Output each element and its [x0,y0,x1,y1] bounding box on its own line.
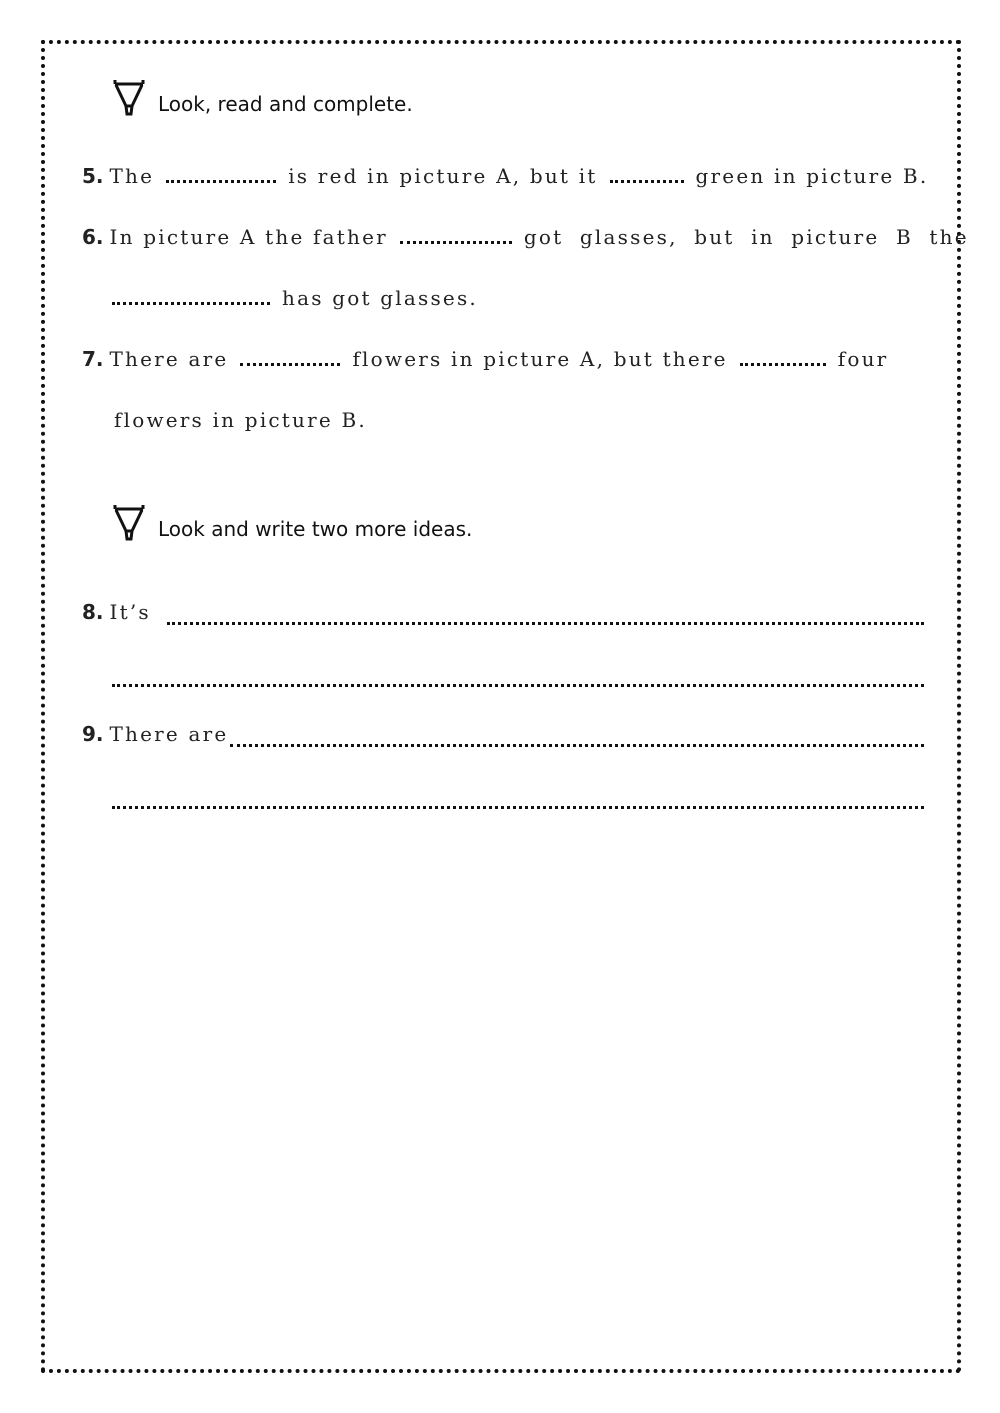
section-title: Look and write two more ideas. [158,517,473,541]
question-5 [82,161,952,191]
answer-blank[interactable] [610,178,684,183]
question-6-continued [112,283,982,313]
question-text: There are [109,347,229,371]
question-text: green in picture B. [695,164,929,188]
section-header-complete [112,78,413,118]
section-title: Look, read and complete. [158,92,413,116]
answer-blank[interactable] [166,178,276,183]
question-text: four [837,347,889,371]
question-7 [82,344,952,374]
answer-line[interactable] [230,742,924,747]
question-text: In picture A the father [109,225,388,249]
section-header-write-ideas [112,503,472,543]
question-number: 5. [82,164,104,188]
pen-nib-icon [112,505,146,543]
question-text: There are [109,722,229,746]
question-text: The [109,164,155,188]
question-text: has got glasses. [282,286,478,310]
question-text: is red in picture A, but it [288,164,598,188]
question-7-continued [114,405,984,435]
answer-line[interactable] [112,804,924,809]
question-number: 9. [82,722,104,746]
answer-blank[interactable] [112,300,270,305]
pen-nib-icon [112,80,146,118]
question-text: flowers in picture B. [114,408,367,432]
answer-blank[interactable] [240,361,340,366]
answer-blank[interactable] [740,361,826,366]
question-text: It’s [109,600,151,624]
question-number: 7. [82,347,104,371]
answer-blank[interactable] [400,239,512,244]
question-number: 6. [82,225,104,249]
question-text: got glasses, but in picture B the [523,225,969,249]
question-number: 8. [82,600,104,624]
question-text: flowers in picture A, but there [352,347,728,371]
answer-line[interactable] [112,682,924,687]
answer-line[interactable] [167,620,924,625]
question-6 [82,222,969,252]
